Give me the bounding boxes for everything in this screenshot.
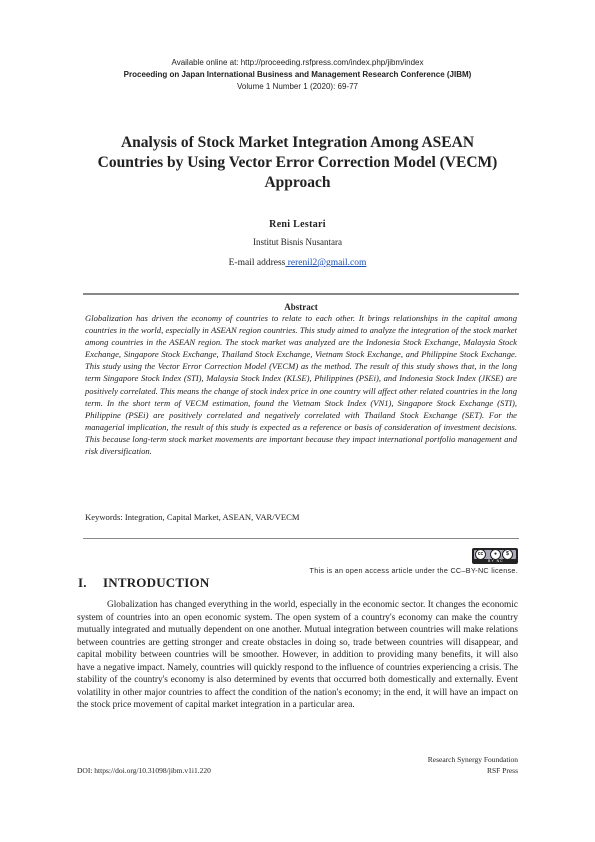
header-proceeding-name: Proceeding on Japan International Business and Management Research Conference (JIBM) (123, 70, 472, 79)
introduction-paragraph: Globalization has changed everything in the world, especially in the economic sector. It changes the economic system of countries into an open economic system. The open system of a country's economy can make the country mutually integrated and mutually dependent on one another. Mutual integration between countries will make relations between countries are getting stronger and create obstacles in doing so, trade between countries will disappear, and capital mobility between countries will be smoother. However, in addition to providing many benefits, it will also have a negative impact. Namely, countries will quickly respond to the influence of countries experiencing a crisis. The stability of the country's economy is also determined by events that occurred both domestically and externally. Event volatility in other major countries to affect the condition of the nation's economy; in the end, it will have an impact on the stock price movement of capital market integration in a particular area. (77, 600, 518, 710)
license-statement: This is an open access article under the CC–BY-NC license. (309, 566, 518, 575)
footer-press: RSF Press (486, 766, 518, 775)
email-link[interactable]: rerenil2@gmail.com (285, 258, 367, 268)
abstract-heading: Abstract (284, 302, 318, 312)
abstract-bottom-rule (83, 538, 519, 539)
paper-title (70, 133, 525, 193)
keywords: Keywords: Integration, Capital Market, ASEAN, VAR/VECM (85, 512, 300, 522)
header-volume: Volume 1 Number 1 (2020): 69-77 (237, 82, 358, 91)
author-name: Reni Lestari (269, 219, 326, 230)
section-title: INTRODUCTION (103, 575, 210, 590)
section-number: I. (78, 575, 87, 590)
title-line: Analysis of Stock Market Integration Among ASEAN (120, 134, 475, 151)
header-available-online: Available online at: http://proceeding.rsfpress.com/index.php/jibm/index (171, 58, 424, 67)
footer-publisher: Research Synergy Foundation (427, 755, 518, 764)
abstract-top-rule (83, 293, 519, 295)
footer-doi[interactable]: DOI: https://doi.org/10.31098/jibm.v1i1.220 (77, 766, 211, 775)
title-line: Approach (264, 174, 331, 191)
cc-icon: cc (475, 549, 486, 560)
section-heading (78, 575, 209, 591)
abstract-body: Globalization has driven the economy of countries to relate to each other. It brings relationships in the capital among countries in the world, especially in ASEAN region countries. This study aimed to analyze the integration of the stock market among countries in the ASEAN region. The stock market was analyzed are the Indonesia Stock Exchange, Malaysia Stock Exchange, Singapore Stock Exchange, Thailand Stock Exchange, Vietnam Stock Exchange, and Philippine Stock Exchange. This study using the Vector Error Correction Model (VECM) as the method. The result of this study shows that, in the long term Singapore Stock Index (STI), Malaysia Stock Index (KLSE), Philippines (PSEi), and Indonesia Stock Index (JKSE) are positively correlated. This means the change of stock index price in one country will affect other related countries in the long term. In the short term of VECM estimation, found the Vietnam Stock Index (VN1), Singapore Stock Exchange (STI), Philippine (PSEi) are positively correlated and negatively correlated with Thailand Stock Exchange (SET). For the managerial implication, the result of this study is expected as a reference or basis of consideration of investment decisions. This because long-term stock market movements are important because they impact international portfolio management and risk diversification. (85, 313, 517, 457)
author-email-line (60, 258, 535, 268)
cc-license-badge[interactable] (472, 548, 518, 564)
by-attribution-icon: ● (490, 549, 501, 560)
cc-badge-text: BY NC (488, 559, 504, 563)
author-affiliation: Institut Bisnis Nusantara (253, 237, 342, 247)
title-line: Countries by Using Vector Error Correction Model (VECM) (97, 154, 498, 171)
noncommercial-icon: $ (502, 549, 513, 560)
email-label: E-mail address (228, 258, 286, 268)
